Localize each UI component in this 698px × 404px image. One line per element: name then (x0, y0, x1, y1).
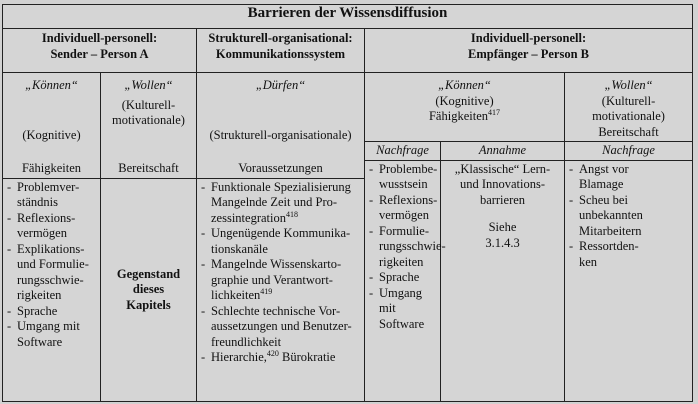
receiver-wollen-list (569, 162, 688, 271)
receiver-koennen-barrier-item-line: rungsschwie- (379, 239, 446, 253)
system-items-cell (197, 178, 365, 402)
dim-sender-koennen-term: „Können“ (25, 78, 78, 92)
barriers-table (2, 4, 693, 402)
dim-sender-wollen-type2: motivationale) (112, 113, 185, 127)
dim-system-duerfen (197, 73, 365, 161)
sender-barrier-item-line: rungsschwie- (17, 272, 84, 287)
dim-sender-wollen-type1: (Kulturell- (121, 97, 176, 112)
dim-receiver-wollen (565, 73, 693, 142)
receiver-koennen-barrier-item (369, 286, 436, 333)
receiver-koennen-barrier-item-line: Software (379, 316, 425, 331)
group-system-line2: Kommunikationssystem (215, 47, 346, 61)
system-barrier-item (201, 180, 360, 227)
receiver-koennen-barrier-item (369, 162, 436, 193)
receiver-koennen-barrier-item-line: - Reflexions- (379, 192, 438, 207)
system-barrier-item (201, 350, 360, 366)
system-barrier-item (201, 304, 360, 351)
footnote-417: 417 (488, 107, 500, 117)
receiver-koennen-list (369, 161, 446, 333)
receiver-koennen-barrier-item-line: - Formulie- (379, 223, 429, 238)
dim-system-duerfen-desc-cell (197, 160, 365, 178)
receiver-wollen-barrier-item-line: - Angst vor (579, 161, 629, 176)
system-barrier-item-line: - Hierarchie,$^{420}$ Bürokratie (211, 348, 336, 364)
receiver-koennen-items-cell (365, 160, 446, 402)
chapter-note-line2: dieses (132, 282, 165, 296)
receiver-wollen-barrier-item-line: - Scheu bei (579, 192, 628, 207)
sender-items-cell (3, 178, 101, 402)
annahme-line1: „Klassische“ Lern- (454, 161, 551, 176)
chapter-note-line1: Gegenstand (116, 266, 181, 281)
system-barrier-item-line: Mangelnde Zeit und Pro- (211, 195, 338, 209)
chapter-note-line3: Kapitels (126, 297, 171, 312)
receiver-wollen-barrier-item-line: ken (579, 254, 598, 269)
dim-system-duerfen-term: „Dürfen“ (255, 78, 306, 92)
sender-barrier-item-line: - Problemver- (17, 179, 80, 194)
annahme-see: Siehe (488, 220, 517, 234)
system-barrier-item-line: - Schlechte technische Vor- (211, 303, 341, 318)
system-barrier-item (201, 226, 360, 257)
receiver-koennen-barrier-item-line: vermögen (379, 208, 429, 222)
dim-system-duerfen-desc: Voraussetzungen (238, 161, 323, 175)
dim-sender-wollen (101, 73, 197, 161)
dim-sender-koennen-type: (Kognitive) (22, 127, 81, 142)
system-list (201, 180, 360, 366)
sender-barrier-item (7, 242, 96, 304)
receiver-koennen-barrier-item (369, 223, 446, 271)
sender-barrier-item-line: - Sprache (17, 303, 58, 318)
sender-barrier-item (7, 180, 96, 211)
dim-sender-wollen-desc-cell (101, 160, 197, 178)
receiver-koennen-barrier-item-line: wusstsein (379, 177, 428, 191)
sender-barrier-item-line: rigkeiten (17, 288, 62, 302)
sender-barrier-item-line: Software (17, 334, 63, 349)
system-barrier-item-line: aussetzungen und Benutzer- (211, 319, 352, 333)
system-barrier-item-line: zessintegration$^{418}$ (211, 209, 298, 225)
sender-barrier-item (7, 211, 96, 242)
receiver-wollen-barrier-item (569, 239, 688, 270)
annahme-line3: barrieren (479, 192, 526, 207)
annahme-section-ref: 3.1.4.3 (485, 235, 520, 250)
dim-sender-wollen-term: „Wollen“ (124, 78, 173, 92)
footnote-419: 419 (260, 286, 273, 296)
system-barrier-item-line: tionskanäle (211, 241, 268, 256)
table-title: Barrieren der Wissensdiffusion (3, 5, 693, 29)
footnote-418: 418 (285, 209, 298, 219)
dim-receiver-koennen-desc: Fähigkeiten (428, 109, 488, 123)
dim-sender-koennen (3, 73, 101, 161)
system-barrier-item-line: - Ungenügende Kommunika- (211, 226, 351, 240)
receiver-koennen-barrier-item-line: rigkeiten (379, 254, 424, 269)
dim-receiver-koennen (365, 73, 565, 142)
receiver-wollen-barrier-item-line: Mitarbeitern (579, 223, 642, 238)
subheader-nachfrage-koennen: Nachfrage (365, 142, 441, 161)
dim-receiver-koennen-desc-line (369, 109, 560, 125)
annahme-line2: und Innovations- (459, 177, 546, 191)
receiver-wollen-barrier-item-line: Blamage (579, 177, 624, 191)
footnote-420: 420 (266, 348, 279, 358)
dim-receiver-koennen-type: (Kognitive) (435, 93, 494, 108)
system-barrier-item-line: graphie und Verantwort- (211, 272, 333, 287)
dim-receiver-wollen-desc: Bereitschaft (598, 124, 659, 139)
subheader-annahme: Annahme (441, 142, 565, 161)
receiver-koennen-barrier-item-line: - Problembe- (379, 161, 438, 176)
sender-barrier-item (7, 319, 96, 350)
sender-list (7, 180, 96, 351)
system-barrier-item-line: freundlichkeit (211, 334, 282, 349)
sender-barrier-item-line: - Umgang mit (17, 319, 80, 333)
receiver-wollen-items-cell (565, 160, 693, 402)
annahme-cell (441, 160, 565, 402)
dim-system-duerfen-type: (Strukturell-organisationale) (209, 127, 352, 142)
subheader-nachfrage-wollen: Nachfrage (565, 142, 693, 161)
dim-receiver-wollen-type: (Kulturell-motivationale) (592, 93, 665, 123)
dim-sender-koennen-desc-cell (3, 160, 101, 178)
group-sender-line1: Individuell-personell: (41, 31, 158, 45)
receiver-wollen-barrier-item (569, 193, 688, 240)
receiver-koennen-barrier-item-line: - Sprache (379, 270, 420, 284)
receiver-wollen-barrier-item-line: - Ressortden- (579, 239, 639, 253)
system-barrier-item-line: - Mangelnde Wissenskarto- (211, 257, 342, 271)
receiver-wollen-barrier-item-line: unbekannten (579, 208, 643, 222)
group-receiver (365, 29, 693, 73)
group-receiver-line2: Empfänger – Person B (468, 47, 589, 61)
chapter-note-cell (101, 178, 197, 402)
group-sender-line2: Sender – Person A (50, 47, 149, 61)
receiver-koennen-barrier-item (369, 193, 436, 224)
system-barrier-item-line: - Funktionale Spezialisierung (211, 179, 351, 194)
sender-barrier-item (7, 304, 96, 320)
dim-receiver-koennen-term: „Können“ (438, 78, 491, 92)
group-receiver-line1: Individuell-personell: (470, 31, 587, 45)
receiver-koennen-barrier-item (369, 270, 436, 286)
sender-barrier-item-line: - Explikations- (17, 241, 85, 256)
system-barrier-item (201, 257, 360, 304)
group-sender (3, 29, 197, 73)
group-system-line1: Strukturell-organisational: (208, 31, 353, 45)
sender-barrier-item-line: und Formulie- (17, 257, 89, 271)
group-system (197, 29, 365, 73)
sender-barrier-item-line: vermögen (17, 226, 67, 240)
receiver-wollen-barrier-item (569, 162, 688, 193)
dim-sender-koennen-desc: Fähigkeiten (21, 161, 81, 175)
sender-barrier-item-line: ständnis (17, 195, 58, 209)
sender-barrier-item-line: - Reflexions- (17, 210, 76, 225)
system-barrier-item-line: lichkeiten$^{419}$ (211, 286, 273, 302)
dim-receiver-wollen-term: „Wollen“ (604, 78, 653, 92)
dim-sender-wollen-desc: Bereitschaft (118, 161, 179, 175)
receiver-koennen-barrier-item-line: - Umgang mit (379, 285, 423, 315)
